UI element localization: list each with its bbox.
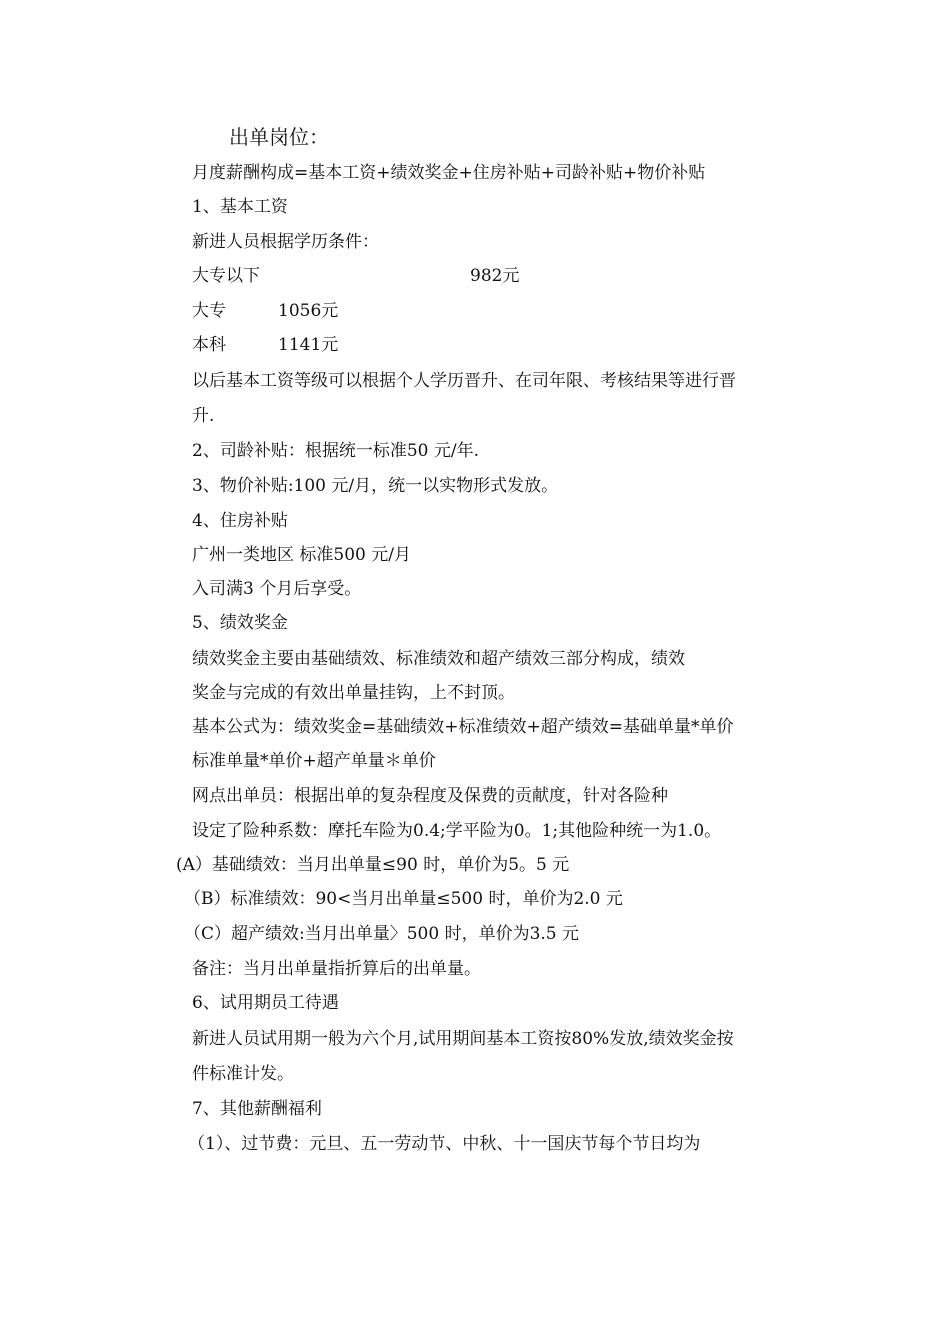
list-item: （1）、过节费：元旦、五一劳动节、中秋、十一国庆节每个节日均为 <box>188 1134 701 1154</box>
text-line: 奖金与完成的有效出单量挂钩，上不封顶。 <box>192 683 515 703</box>
text-line: 基本公式为：绩效奖金=基础绩效+标准绩效+超产绩效=基础单量*单价 <box>192 717 734 737</box>
section-heading-price-allowance: 3、物价补贴:100 元/月，统一以实物形式发放。 <box>192 476 559 496</box>
salary-row <box>192 300 492 322</box>
text-line: 设定了险种系数：摩托车险为0.4;学平险为0。1;其他险种统一为1.0。 <box>192 821 722 841</box>
salary-row <box>192 334 492 356</box>
document-title: 出单岗位： <box>229 125 329 149</box>
note-line: 备注：当月出单量指折算后的出单量。 <box>192 959 481 979</box>
section-heading-other-benefits: 7、其他薪酬福利 <box>192 1099 322 1119</box>
salary-level: 大专 <box>192 301 226 321</box>
section-heading-base-salary: 1、基本工资 <box>192 197 288 217</box>
list-item: （C）超产绩效:当月出单量〉500 时，单价为3.5 元 <box>184 924 580 944</box>
text-line: 月度薪酬构成=基本工资+绩效奖金+住房补贴+司龄补贴+物价补贴 <box>192 163 706 183</box>
text-line: 入司满3 个月后享受。 <box>192 579 362 599</box>
text-line: 绩效奖金主要由基础绩效、标准绩效和超产绩效三部分构成，绩效 <box>192 649 685 669</box>
text-line: 升. <box>192 406 215 426</box>
salary-amount: 1141元 <box>278 335 339 355</box>
salary-level: 本科 <box>192 335 226 355</box>
text-line: 新进人员试用期一般为六个月,试用期间基本工资按80%发放,绩效奖金按 <box>192 1029 734 1049</box>
salary-row <box>192 265 520 287</box>
text-line: 件标准计发。 <box>192 1064 294 1084</box>
text-line: 以后基本工资等级可以根据个人学历晋升、在司年限、考核结果等进行晋 <box>192 371 736 391</box>
list-item: (A）基础绩效：当月出单量≤90 时，单价为5。5 元 <box>176 855 570 875</box>
salary-amount: 1056元 <box>278 301 339 321</box>
text-line: 标准单量*单价+超产单量＊单价 <box>192 751 436 771</box>
section-heading-probation: 6、试用期员工待遇 <box>192 993 339 1013</box>
text-line: 新进人员根据学历条件： <box>192 232 379 252</box>
section-heading-seniority: 2、司龄补贴：根据统一标准50 元/年. <box>192 441 479 461</box>
list-item: （B）标准绩效：90<当月出单量≤500 时，单价为2.0 元 <box>184 889 623 909</box>
text-line: 网点出单员：根据出单的复杂程度及保费的贡献度，针对各险种 <box>192 786 668 806</box>
section-heading-bonus: 5、绩效奖金 <box>192 613 288 633</box>
text-line: 广州一类地区 标准500 元/月 <box>192 545 411 565</box>
salary-amount: 982元 <box>470 266 520 286</box>
salary-level: 大专以下 <box>192 266 260 286</box>
section-heading-housing: 4、住房补贴 <box>192 511 288 531</box>
